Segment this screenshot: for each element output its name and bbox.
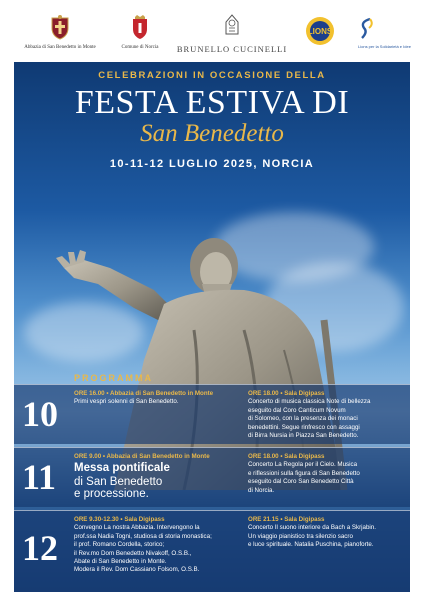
sponsor-abbazia (14, 14, 106, 50)
event-description: Primi vespri solenni di San Benedetto. (74, 398, 179, 406)
event-description: Concerto La Regola per il Cielo. Musica e riflessioni sulla figura di San Benedetto eseguito dal Coro San Benedetto Città di Norcia. (248, 461, 360, 494)
sponsor-header (0, 0, 424, 62)
event-time: ORE 18.00 • Sala Digipass (248, 453, 325, 460)
event-time: ORE 9.00 • Abbazia di San Benedetto in Monte (74, 453, 210, 460)
sponsor-comune-label: Comune di Norcia (121, 45, 159, 50)
brunello-cucinelli-emblem-icon (222, 12, 242, 36)
sponsor-comune (120, 14, 160, 50)
sponsor-brunello (176, 12, 288, 54)
lions-solidarieta-logo-icon (358, 16, 374, 40)
sponsor-brunello-label: BRUNELLO CUCINELLI (176, 44, 288, 54)
event-time: ORE 16.00 • Abbazia di San Benedetto in Monte (74, 390, 214, 397)
sponsor-solidarieta-label: Lions per la Solidarietà e Idee (358, 44, 411, 49)
poster-kicker: CELEBRAZIONI IN OCCASIONE DELLA (98, 70, 326, 81)
event-time: ORE 21.15 • Sala Digipass (248, 516, 325, 523)
day-12-left-event (74, 516, 242, 575)
poster-title: FESTA ESTIVA DI (74, 84, 350, 121)
day-11-row (14, 447, 410, 507)
day-12-row (14, 510, 410, 592)
event-highlight-rest: di San Benedetto e processione. (74, 475, 163, 501)
event-description: Concerto di musica classica Note di bellezza eseguito dal Coro Canticum Novum di Solomeo, con la presenza dei monaci benedettini. Segue rinfresco con assaggi di Birra Nursia in Piazza San Benedetto. (248, 398, 371, 440)
sponsor-solidarieta (358, 16, 414, 50)
lions-club-logo-icon (305, 16, 335, 46)
comune-norcia-crest-icon (131, 14, 149, 40)
poster-dates: 10-11-12 LUGLIO 2025, NORCIA (109, 158, 315, 170)
event-time: ORE 9.30-12.30 • Sala Digipass (74, 516, 165, 523)
day-11-right-event (248, 453, 406, 495)
event-highlight (74, 462, 242, 475)
day-10-row (14, 384, 410, 444)
day-10-left-event (74, 390, 242, 407)
poster-subtitle: San Benedetto (140, 120, 284, 147)
day-number: 10 (22, 394, 58, 434)
abbazia-crest-icon (49, 14, 71, 40)
day-11-left-event (74, 453, 242, 501)
programma-label: PROGRAMMA (74, 373, 153, 383)
event-time: ORE 18.00 • Sala Digipass (248, 390, 325, 397)
day-10-right-event (248, 390, 406, 440)
sponsor-abbazia-label: Abbazia di San Benedetto in Monte (24, 45, 96, 50)
sponsor-lions (305, 16, 335, 51)
lions-logo-text: LIONS (307, 27, 333, 36)
day-12-right-event (248, 516, 406, 550)
day-number: 11 (22, 457, 57, 497)
festival-poster (14, 62, 410, 592)
day-number: 12 (22, 528, 58, 568)
event-description: Concerto Il suono interiore da Bach a Skrjabin. Un viaggio pianistico tra silenzio sacro e luce spirituale. Natalia Puschina, pianoforte. (248, 524, 376, 549)
event-description: Convegno La nostra Abbazia. Intervengono la prof.ssa Nadia Togni, studiosa di storia monastica; il prof. Romano Cordella, storico; il Rev.mo Dom Benedetto Nivakoff, O.S.B., Abate di San Benedetto in Monte. Modera il Rev. Dom Cassiano Folsom, O.S.B. (74, 524, 212, 574)
event-highlight-bold: Messa pontificale (74, 462, 170, 475)
